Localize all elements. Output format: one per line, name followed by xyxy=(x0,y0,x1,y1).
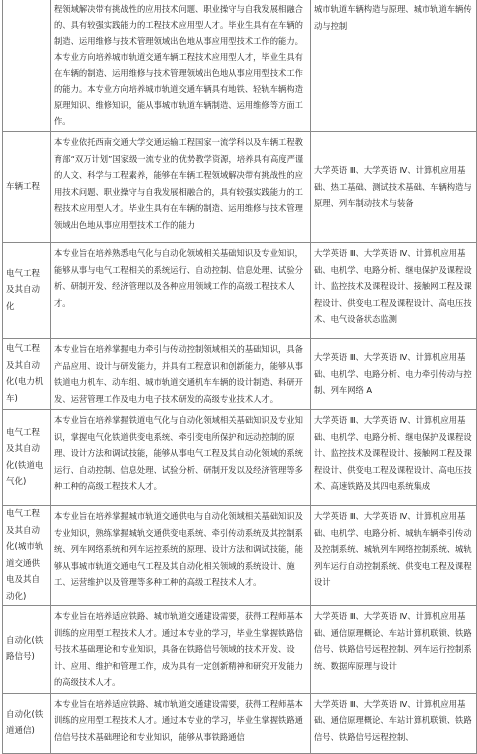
major-courses: 大学英语 Ⅲ、大学英语 Ⅳ、计算机应用基础、通信原理概论、车站计算机联锁、铁路信号、铁路信号远程控制、 xyxy=(311,693,477,753)
major-description: 本专业旨在培养掌握城市轨道交通供电与自动化领域相关基础知识及专业知识，熟练掌握城轨交通供变电系统、牵引传动系统及其控制系统、列车网络系统和列车运控系统的原理、设计方法和调试技能，能够从事城市轨道交通电气工程及其自动化相关领域的系统设计、施工、运营维护以及管理等多种工种的高级工程技术人才。 xyxy=(51,506,311,606)
major-description: 本专业依托西南交通大学交通运输工程国家一流学科以及车辆工程教育部“双万计划”国家级一流专业的优势教学资源，培养具有高度严谨的人文、科学与工程素养，能够在车辆工程领域解决带有挑战性的应用技术问题、职业操守与自我发展相融合的，具有较强实践能力的工程技术应用型人才。毕业生具有在车辆的制造、运用维修与技术管理领域出色地从事应用型技术工作的能力 xyxy=(51,132,311,243)
major-name: 电气工程及其自动化(城市轨道交通供电及其自动化) xyxy=(3,506,51,606)
major-table xyxy=(2,0,477,754)
table-row xyxy=(3,693,477,753)
major-description: 本专业旨在培养适应铁路、城市轨道交通建设需要，获得工程师基本训练的应用型工程技术人才。通过本专业的学习，毕业生掌握铁路通信信号技术基础理论和专业知识，能够从事铁路通信 xyxy=(51,693,311,753)
table-row xyxy=(3,243,477,339)
major-name: 车辆工程 xyxy=(3,132,51,243)
major-description: 本专业旨在培养掌握铁道电气化与自动化领域相关基础知识及专业知识，掌握电气化铁道供变电系统、牵引变电所保护和远动控制的原理、设计方法和调试技能，能够从事电气工程及其自动化领域的系统运行、自动控制、信息处理、试验分析、研制开发以及经济管理等多种工种的高级工程技术人才。 xyxy=(51,410,311,506)
major-description: 本专业旨在培养适应铁路、城市轨道交通建设需要，获得工程师基本训练的应用型工程技术人才。通过本专业的学习，毕业生掌握铁路信号技术基础理论和专业知识，具备在铁路信号领域的技术开发、设计、应用、维护和管理工作，成为具有一定创新精神和研究开发能力的高级技术人才。 xyxy=(51,606,311,694)
major-name: 自动化(铁道通信) xyxy=(3,693,51,753)
major-description: 本专业旨在培养熟悉电气化与自动化领域相关基础知识及专业知识，能够从事与电气工程相关的系统运行、自动控制、信息处理、试验分析、研制开发、经济管理以及各种应用领域工作的高级工程技术人才。 xyxy=(51,243,311,339)
major-courses: 大学英语 Ⅲ、大学英语 Ⅳ、计算机应用基础、电机学、电路分析、继电保护及课程设计、监控技术及课程设计、接触网工程及课程设计、供变电工程及课程设计、高电压技术、电气设备状态监测 xyxy=(311,243,477,339)
table-row xyxy=(3,410,477,506)
table-row xyxy=(3,339,477,410)
major-courses: 大学英语 Ⅲ、大学英语 Ⅳ、计算机应用基础、电机学、电路分析、继电保护及课程设计、监控技术及课程设计、接触网工程及课程设计、供变电工程及课程设计、高电压技术、高速铁路及其四电系统集成 xyxy=(311,410,477,506)
major-courses: 大学英语 Ⅲ、大学英语 Ⅳ、计算机应用基础、电机学、电路分析、城轨车辆牵引传动及控制系统、城轨列车网络控制系统、城轨列车运行自动控制系统、供变电工程及课程设计 xyxy=(311,506,477,606)
major-name: 电气工程及其自动化(电力机车) xyxy=(3,339,51,410)
major-courses: 大学英语 Ⅲ、大学英语 Ⅳ、计算机应用基础、电机学、电路分析、电力牵引传动与控制、列车网络 A xyxy=(311,339,477,410)
major-name xyxy=(3,0,51,132)
major-name: 自动化(铁路信号) xyxy=(3,606,51,694)
major-description: 程领域解决带有挑战性的应用技术问题、职业操守与自我发展相融合的、具有较强实践能力的工程技术应用型人才。毕业生具有在车辆的制造、运用维修与技术管理领域出色地从事应用型技术工作的能力。本专业方向培养城市轨道交通车辆工程技术应用型人才，毕业生具有在车辆的制造、运用维修与技术管理领域出色地从事应用型技术工作的能力。本专业方向培养城市轨道交通车辆具有地铁、轻轨车辆构造原理知识、维修知识，能从事城市轨道车辆制造、运用维修等方面工作。 xyxy=(51,0,311,132)
table-row xyxy=(3,506,477,606)
table-row xyxy=(3,606,477,694)
major-courses: 城市轨道车辆构造与原理、城市轨道车辆传动与控制 xyxy=(311,0,477,132)
table-row xyxy=(3,132,477,243)
major-description: 本专业旨在培养掌握电力牵引与传动控制领域相关的基础知识，具备产品应用、设计与研发能力，并具有工程意识和创新能力，能够从事铁道电力机车、动车组、城市轨道交通机车车辆的设计制造、科研开发、运营管理工作及电力电子技术研发的高级专业技术人才。 xyxy=(51,339,311,410)
major-courses: 大学英语 Ⅲ、大学英语 Ⅳ、计算机应用基础、热工基础、测试技术基础、车辆构造与原理、列车制动技术与装备 xyxy=(311,132,477,243)
major-courses: 大学英语 Ⅲ、大学英语 Ⅳ、计算机应用基础、通信原理概论、车站计算机联锁、铁路信号、铁路信号远程控制、列车运行控制系统、数据库原理与设计 xyxy=(311,606,477,694)
table-row xyxy=(3,0,477,132)
major-name: 电气工程及其自动化 xyxy=(3,243,51,339)
major-name: 电气工程及其自动化(铁道电气化) xyxy=(3,410,51,506)
